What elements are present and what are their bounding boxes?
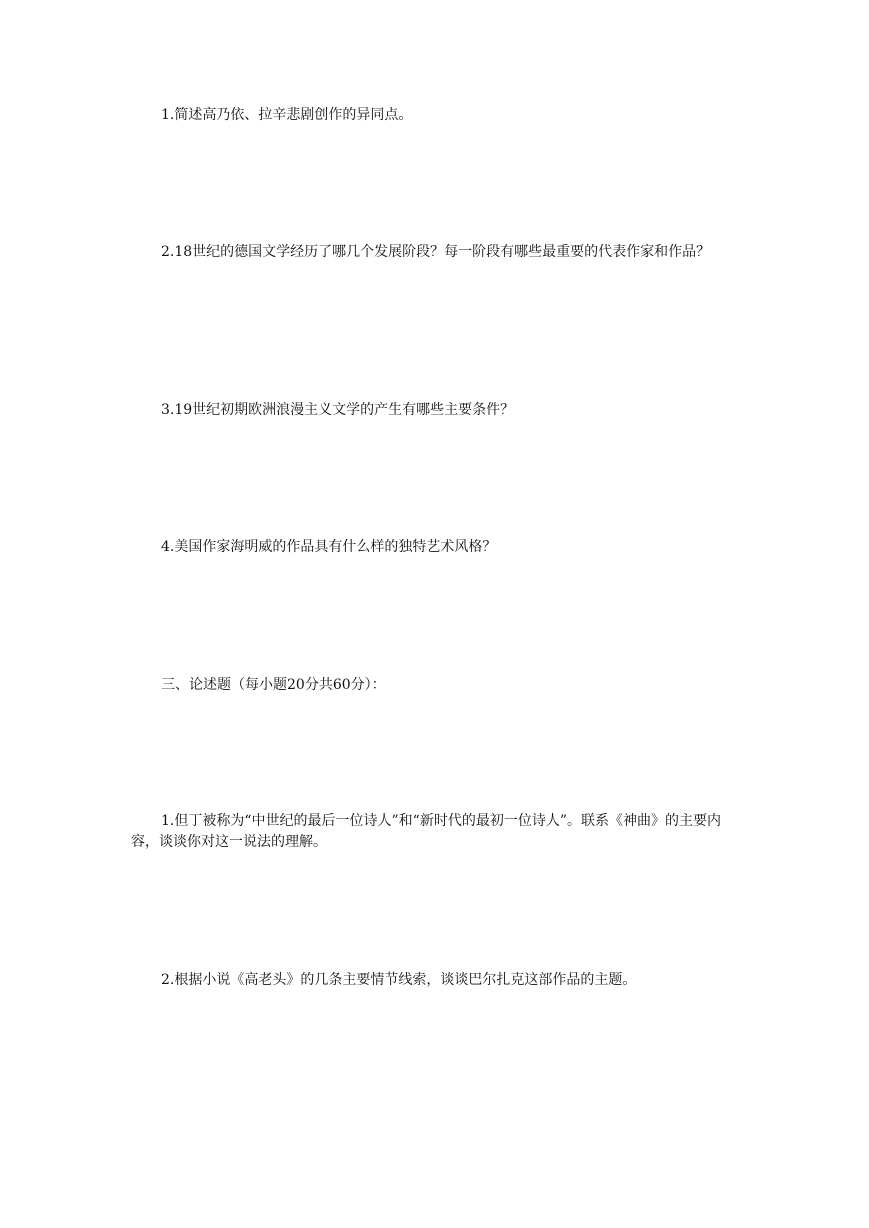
section-heading-essay: 三、论述题（每小题20分共60分）：: [161, 677, 386, 693]
question-1: 1.简述高乃依、拉辛悲剧创作的异同点。: [161, 107, 413, 123]
essay-question-2: 2.根据小说《高老头》的几条主要情节线索，谈谈巴尔扎克这部作品的主题。: [161, 972, 637, 988]
question-3: 3.19世纪初期欧洲浪漫主义文学的产生有哪些主要条件？: [161, 402, 515, 418]
essay-question-1: 1.但丁被称为“中世纪的最后一位诗人”和“新时代的最初一位诗人”。联系《神曲》的主要内容，谈谈你对这一说法的理解。: [131, 813, 721, 850]
question-2: 2.18世纪的德国文学经历了哪几个发展阶段？每一阶段有哪些最重要的代表作家和作品？: [161, 244, 711, 260]
question-4: 4.美国作家海明威的作品具有什么样的独特艺术风格？: [161, 539, 497, 555]
